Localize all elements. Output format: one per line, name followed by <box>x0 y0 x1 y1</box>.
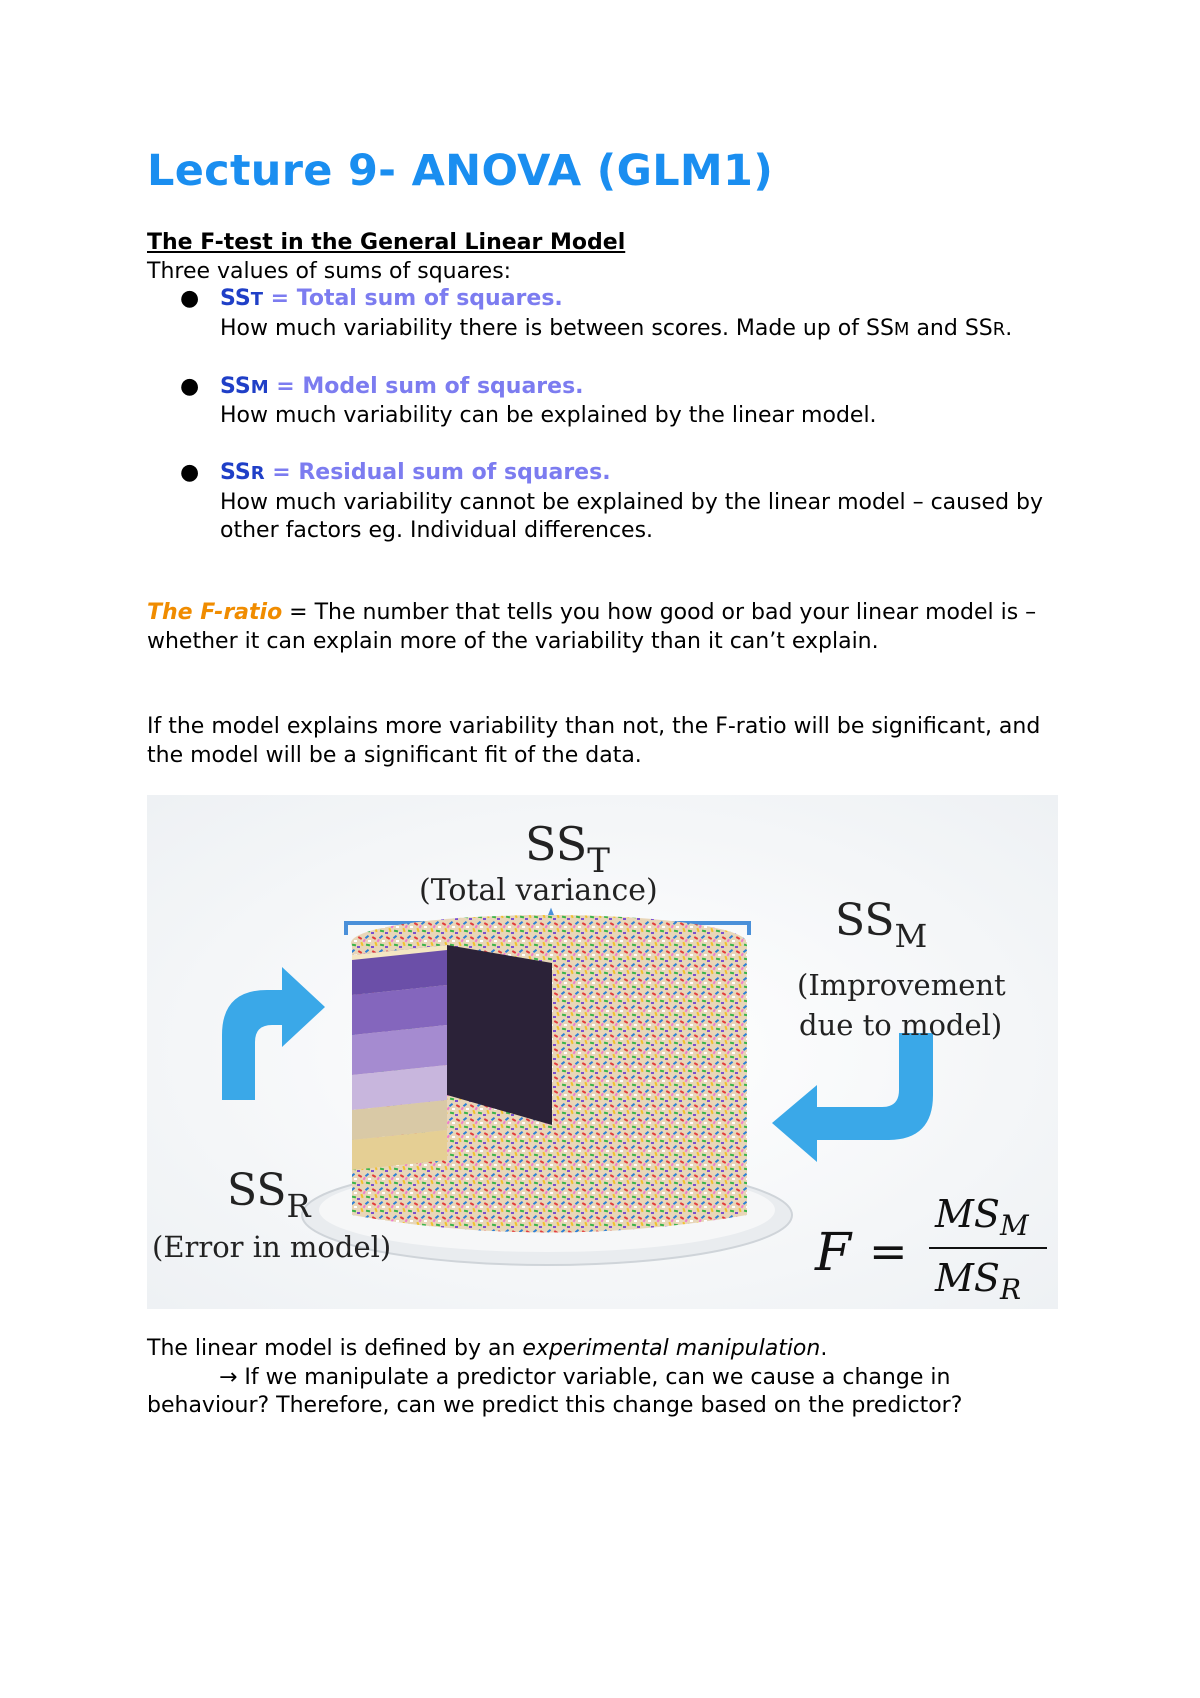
list-item-sst <box>147 285 1047 344</box>
svg-text:SSM: $SS_M$ <box>835 895 928 955</box>
cake-image <box>302 915 792 1265</box>
list-item-ssr <box>147 459 1047 546</box>
svg-text:=: = <box>869 1224 908 1278</box>
intro-text: Three values of sums of squares: <box>147 259 512 284</box>
ssm-caption-line2: due to model) <box>799 1008 1003 1042</box>
svg-text:F: F <box>815 1223 852 1283</box>
svg-text:MSR: $MS_R$ <box>935 1256 1022 1306</box>
ssr-caption: (Error in model) <box>152 1230 392 1264</box>
fratio-paragraph <box>147 599 1047 656</box>
list-item-term: SSR = Residual sum of squares. <box>220 460 611 485</box>
sst-caption: (Total variance) <box>419 873 658 908</box>
list-item-term: SST = Total sum of squares. <box>220 286 563 311</box>
bullet-icon: ● <box>180 460 200 485</box>
section-heading: The F-test in the General Linear Model <box>147 230 626 255</box>
fratio-label: The F-ratio <box>147 600 283 625</box>
svg-text:SSR: $SS_R$ <box>227 1165 311 1225</box>
anova-cake-figure <box>147 795 1058 1309</box>
bullet-icon: ● <box>180 373 200 399</box>
sums-of-squares-list <box>147 285 1047 574</box>
arrow-right-icon: → <box>219 1364 238 1390</box>
list-item-description: How much variability can be explained by the linear model. <box>220 403 877 428</box>
list-item-term: SSM = Model sum of squares. <box>220 373 584 399</box>
list-item-ssm <box>147 373 1047 431</box>
bullet-icon: ● <box>180 286 200 311</box>
fratio-text: = The number that tells you how good or bad your linear model is – whether it can explain more of the variability than it can’t explain. <box>147 600 1037 654</box>
list-item-description: How much variability there is between scores. Made up of SSM and SSR. <box>220 315 1013 341</box>
significance-paragraph: If the model explains more variability than not, the F-ratio will be significant, and the model will be a significant fit of the data. <box>147 714 1041 768</box>
svg-text:MSM: $MS_M$ <box>935 1192 1029 1242</box>
list-item-description: How much variability cannot be explained by the linear model – caused by other factors eg. Individual differences. <box>220 489 1044 543</box>
ssm-caption-line1: (Improvement <box>797 968 1006 1002</box>
svg-text:SST: $SS_T$ <box>525 817 610 881</box>
page-title: Lecture 9- ANOVA (GLM1) <box>147 146 774 196</box>
linear-model-paragraph: The linear model is defined by an experimental manipulation. → If we manipulate a predictor variable, can we cause a change in behaviour? Therefore, can we predict this change based on the predictor? <box>147 1336 963 1418</box>
